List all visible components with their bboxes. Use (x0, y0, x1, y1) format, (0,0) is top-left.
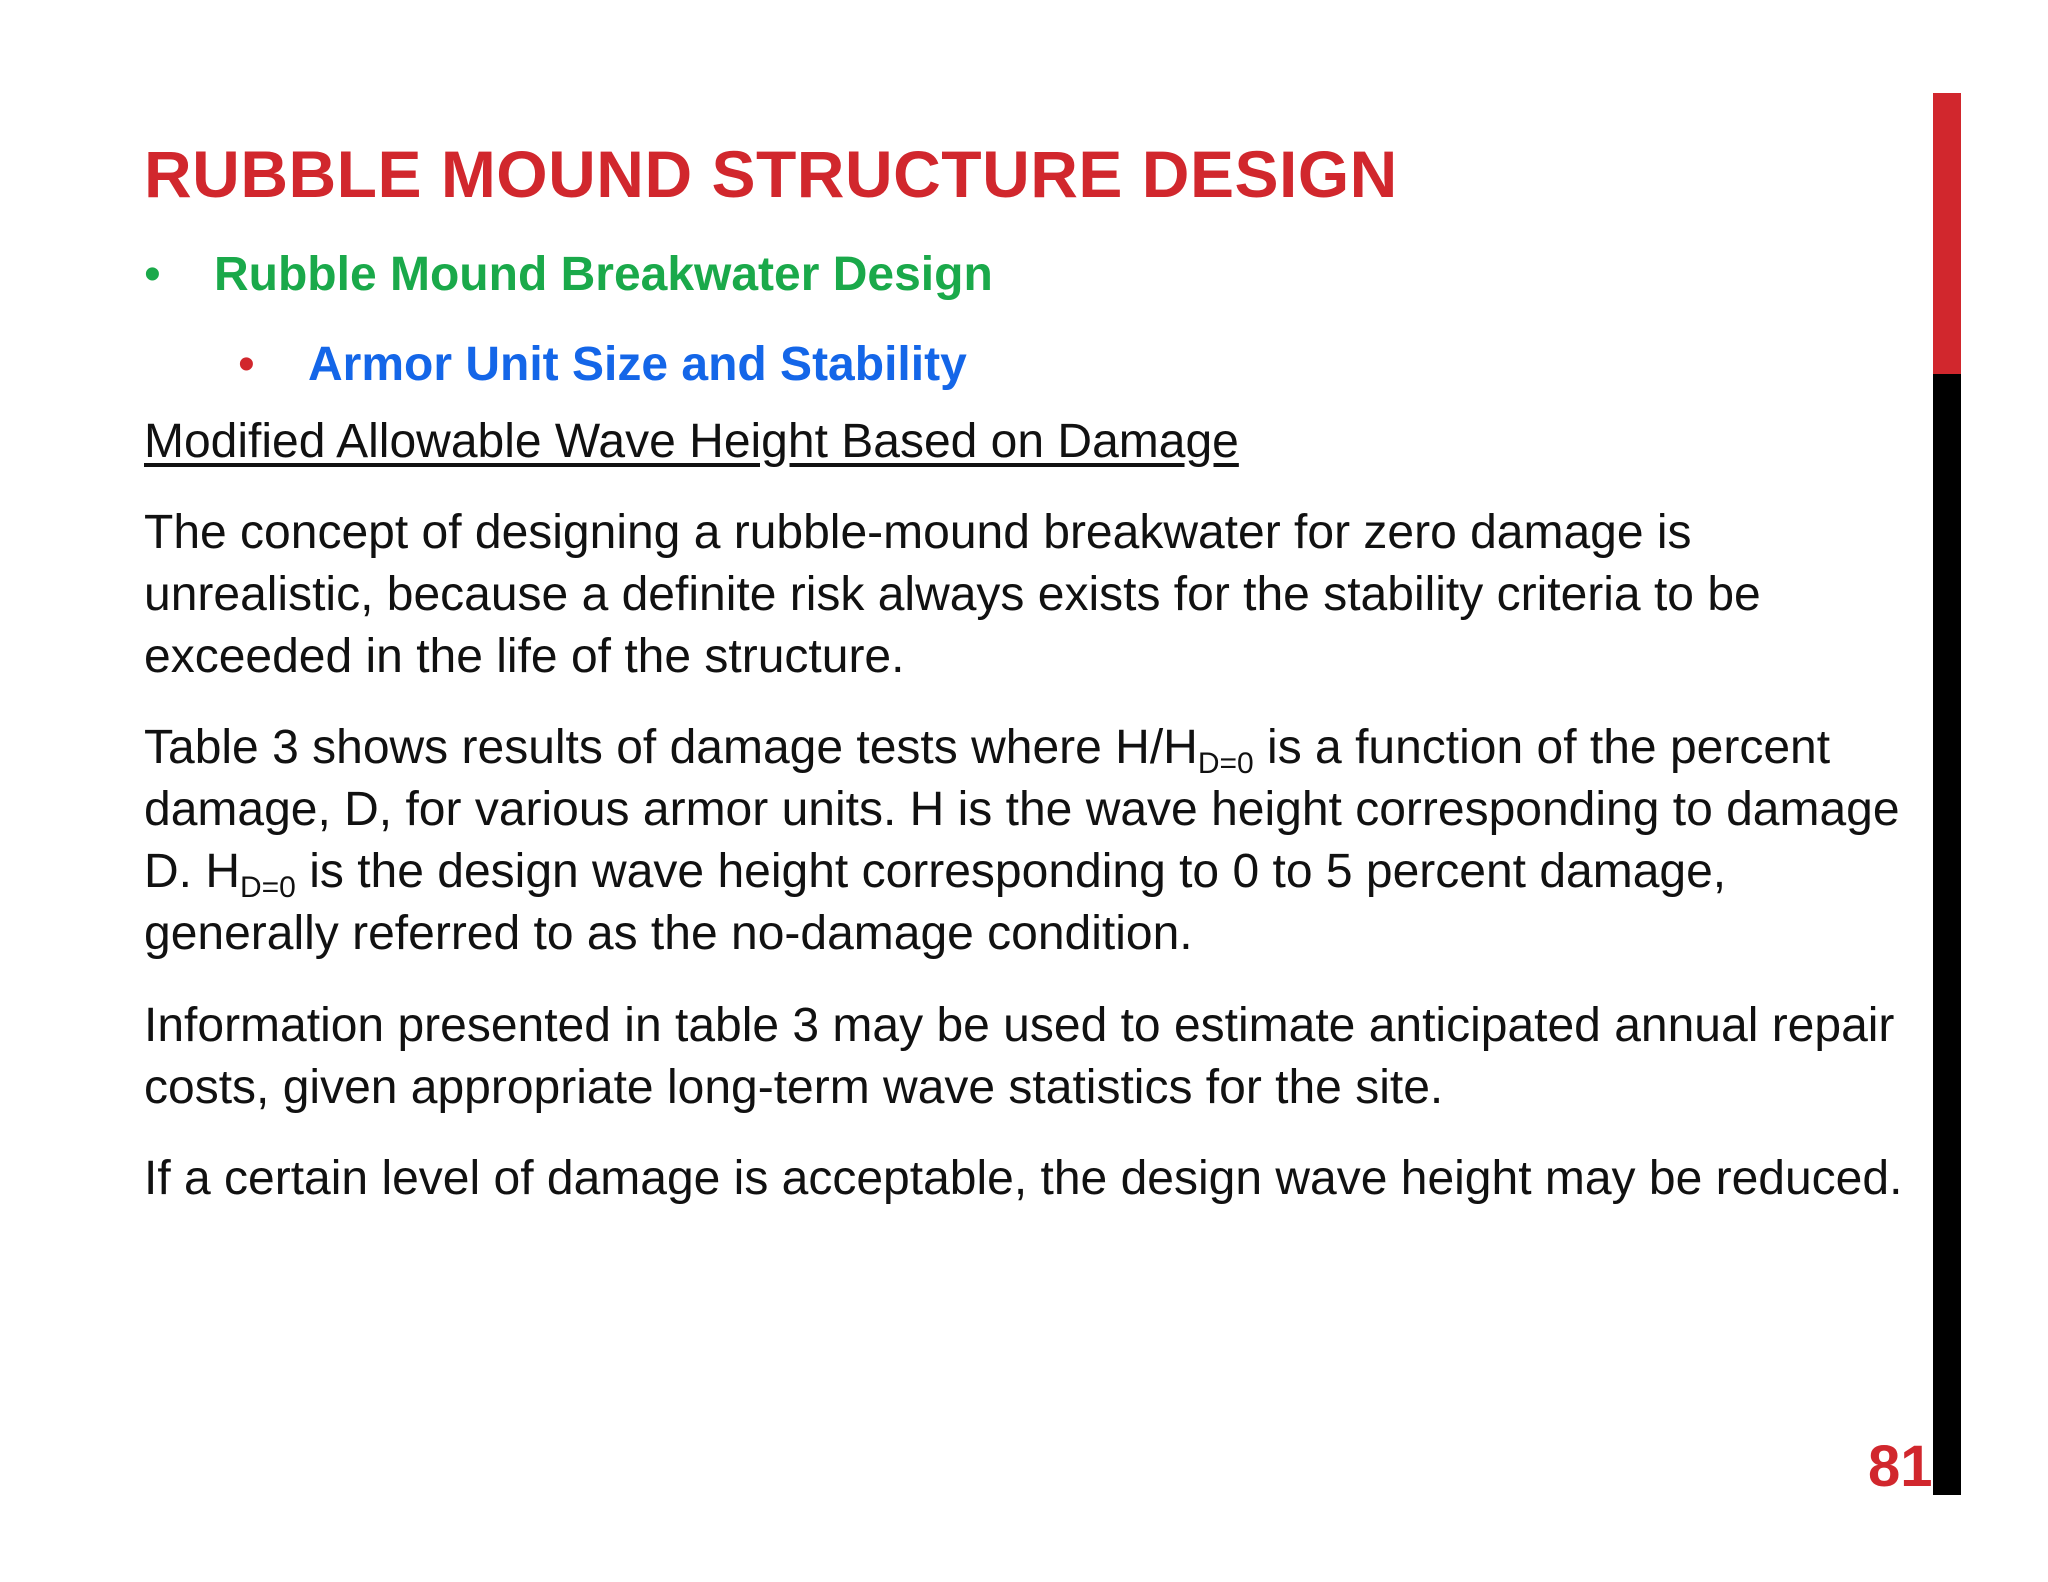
bullet-level2-text: Armor Unit Size and Stability (308, 338, 967, 391)
paragraph-damage-tests (144, 717, 1924, 965)
paragraph-damage-tests-part1: Table 3 shows results of damage tests where H/H (144, 721, 1198, 774)
page-number: 81 (1868, 1434, 1933, 1499)
subscript-d0-second: D=0 (240, 871, 296, 904)
paragraph-acceptable-damage: If a certain level of damage is acceptable, the design wave height may be reduced. (144, 1152, 1903, 1205)
bullet-marker-level2: • (238, 338, 255, 391)
paragraph-damage-tests-part2: is a function of the percent damage, D, for various armor units. H is the wave height corresponding to damage D. H (144, 721, 1900, 898)
bullet-level1-text: Rubble Mound Breakwater Design (214, 248, 993, 301)
side-accent-bar-red (1933, 93, 1961, 374)
bullet-marker-level1: • (144, 248, 161, 301)
side-accent-bar-black (1933, 374, 1961, 1495)
paragraph-repair-costs: Information presented in table 3 may be used to estimate anticipated annual repair costs, given appropriate long-term wave statistics for the site. (144, 999, 1895, 1114)
bullet-level2 (238, 335, 967, 395)
paragraph-zero-damage: The concept of designing a rubble-mound breakwater for zero damage is unrealistic, because a definite risk always exists for the stability criteria to be exceeded in the life of the structure. (144, 506, 1761, 683)
bullet-level1 (144, 245, 993, 305)
paragraph-damage-tests-part3: is the design wave height corresponding to 0 to 5 percent damage, generally referred to as the no-damage condition. (144, 845, 1727, 960)
slide-title: RUBBLE MOUND STRUCTURE DESIGN (144, 137, 1398, 211)
section-subheading: Modified Allowable Wave Height Based on Damage (144, 415, 1239, 468)
subscript-d0-first: D=0 (1197, 747, 1254, 780)
